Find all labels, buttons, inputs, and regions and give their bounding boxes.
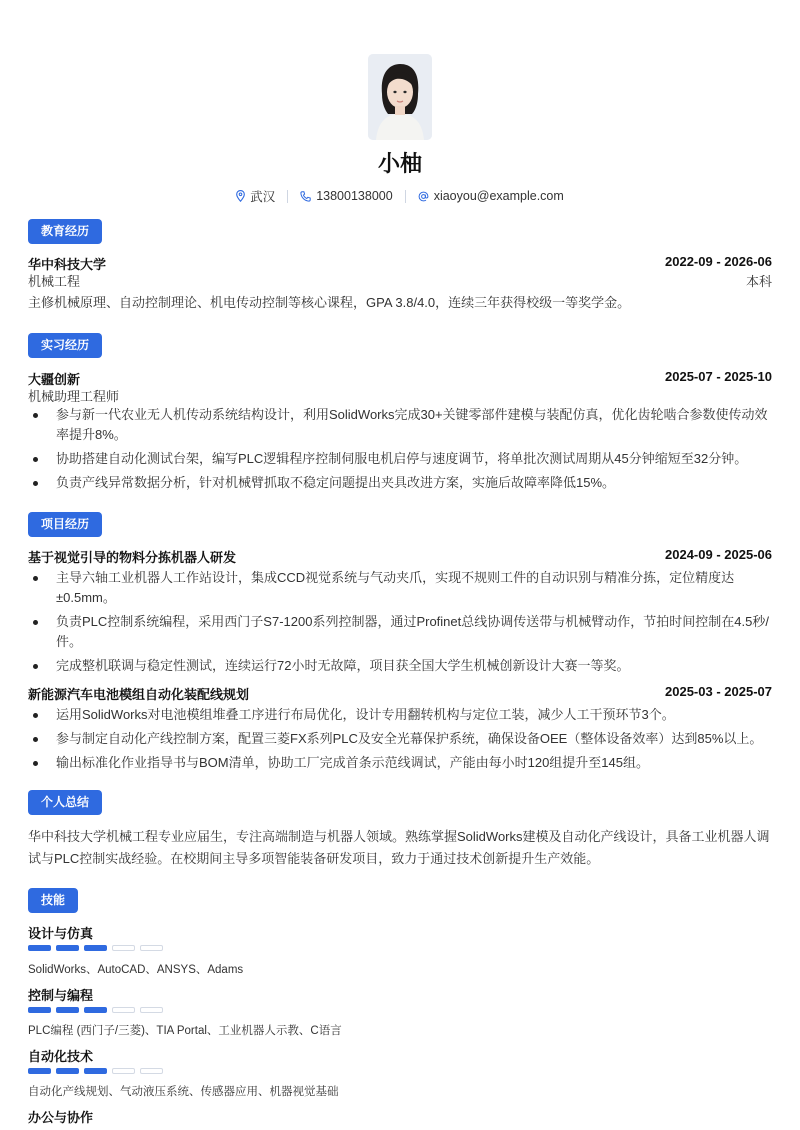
skill-level-segment bbox=[140, 945, 163, 951]
skill-description: PLC编程 (西门子/三菱)、TIA Portal、工业机器人示教、C语言 bbox=[28, 1025, 342, 1037]
candidate-name: 小柚 bbox=[377, 151, 422, 176]
contact-phone bbox=[288, 189, 404, 203]
skill-level-segment bbox=[140, 1068, 163, 1074]
list-item: 运用SolidWorks对电池模组堆叠工序进行布局优化，设计专用翻转机构与定位工装，减少人工干预环节3个。 bbox=[28, 705, 772, 725]
project-title: 基于视觉引导的物料分拣机器人研发 bbox=[28, 550, 237, 565]
email-text[interactable]: xiaoyou@example.com bbox=[433, 189, 564, 203]
project-bullets bbox=[28, 705, 772, 777]
list-item: 负责产线异常数据分析，针对机械臂抓取不稳定问题提出夹具改进方案，实施后故障率降低15%。 bbox=[28, 473, 772, 493]
summary-text: 华中科技大学机械工程专业应届生，专注高端制造与机器人领域。熟练掌握SolidWorks建模及自动化产线设计，具备工业机器人调试与PLC控制实战经验。在校期间主导多项智能装备研发项目，致力于通过技术创新提升生产效能。 bbox=[28, 829, 770, 866]
degree: 本科 bbox=[745, 274, 772, 289]
list-item: 负责PLC控制系统编程，采用西门子S7-1200系列控制器，通过Profinet总线协调传送带与机械臂动作，节拍时间控制在4.5秒/件。 bbox=[28, 612, 772, 652]
skill-level-bar bbox=[28, 945, 168, 951]
project-bullets bbox=[28, 568, 772, 680]
location-pin-icon bbox=[236, 190, 245, 202]
skill-level-segment bbox=[28, 1007, 51, 1013]
section-badge-skills: 技能 bbox=[28, 888, 78, 913]
skill-level-segment bbox=[112, 1007, 135, 1013]
skill-level-segment bbox=[84, 945, 107, 951]
project-date: 2025-03 - 2025-07 bbox=[665, 684, 772, 699]
location-text: 武汉 bbox=[250, 190, 276, 204]
resume-header bbox=[0, 54, 800, 205]
internship-bullets bbox=[28, 405, 772, 497]
project-row bbox=[28, 547, 772, 566]
section-badge-internship: 实习经历 bbox=[28, 333, 102, 358]
school-name: 华中科技大学 bbox=[28, 257, 107, 272]
internship-subrow bbox=[28, 386, 772, 405]
list-item: 完成整机联调与稳定性测试，连续运行72小时无故障，项目获全国大学生机械创新设计大赛一等奖。 bbox=[28, 656, 772, 676]
contact-info bbox=[0, 187, 800, 205]
section-badge-projects: 项目经历 bbox=[28, 512, 102, 537]
major: 机械工程 bbox=[28, 274, 81, 289]
at-sign-icon bbox=[418, 191, 429, 202]
skill-name: 自动化技术 bbox=[28, 1049, 94, 1064]
project-row bbox=[28, 684, 772, 703]
skill-level-segment bbox=[56, 1068, 79, 1074]
education-subrow bbox=[28, 271, 772, 290]
skill-level-segment bbox=[28, 945, 51, 951]
list-item: 协助搭建自动化测试台架，编写PLC逻辑程序控制伺服电机启停与速度调节，将单批次测试周期从45分钟缩短至32分钟。 bbox=[28, 449, 772, 469]
skill-name: 设计与仿真 bbox=[28, 926, 94, 941]
project-title: 新能源汽车电池模组自动化装配线规划 bbox=[28, 687, 250, 702]
skill-level-segment bbox=[112, 945, 135, 951]
skill-name: 办公与协作 bbox=[28, 1110, 94, 1125]
list-item: 参与制定自动化产线控制方案，配置三菱FX系列PLC及安全光幕保护系统，确保设备OEE（整体设备效率）达到85%以上。 bbox=[28, 729, 772, 749]
list-item: 参与新一代农业无人机传动系统结构设计，利用SolidWorks完成30+关键零部件建模与装配仿真，优化齿轮啮合参数使传动效率提升8%。 bbox=[28, 405, 772, 445]
internship-date: 2025-07 - 2025-10 bbox=[665, 369, 772, 384]
contact-email[interactable] bbox=[406, 189, 576, 203]
skill-name: 控制与编程 bbox=[28, 988, 94, 1003]
contact-location bbox=[224, 187, 287, 205]
education-date: 2022-09 - 2026-06 bbox=[665, 254, 772, 269]
company-name: 大疆创新 bbox=[28, 372, 81, 387]
skill-level-bar bbox=[28, 1007, 168, 1013]
skill-level-segment bbox=[140, 1007, 163, 1013]
skill-description: SolidWorks、AutoCAD、ANSYS、Adams bbox=[28, 964, 244, 976]
skill-level-segment bbox=[112, 1068, 135, 1074]
job-role: 机械助理工程师 bbox=[28, 389, 120, 404]
skill-level-bar bbox=[28, 1068, 168, 1074]
section-badge-summary: 个人总结 bbox=[28, 790, 102, 815]
list-item: 主导六轴工业机器人工作站设计，集成CCD视觉系统与气动夹爪，实现不规则工件的自动识别与精准分拣，定位精度达±0.5mm。 bbox=[28, 568, 772, 608]
phone-text: 13800138000 bbox=[316, 189, 393, 203]
section-badge-education: 教育经历 bbox=[28, 219, 102, 244]
list-item: 输出标准化作业指导书与BOM清单，协助工厂完成首条示范线调试，产能由每小时120组提升至145组。 bbox=[28, 753, 772, 773]
education-description: 主修机械原理、自动控制理论、机电传动控制等核心课程，GPA 3.8/4.0，连续三年获得校级一等奖学金。 bbox=[28, 295, 631, 310]
skill-level-segment bbox=[56, 1007, 79, 1013]
skill-description: 自动化产线规划、气动液压系统、传感器应用、机器视觉基础 bbox=[28, 1086, 339, 1098]
profile-photo bbox=[368, 54, 432, 140]
skill-level-segment bbox=[84, 1007, 107, 1013]
project-date: 2024-09 - 2025-06 bbox=[665, 547, 772, 562]
skill-level-segment bbox=[84, 1068, 107, 1074]
phone-icon bbox=[300, 191, 311, 202]
skill-level-segment bbox=[28, 1068, 51, 1074]
skill-level-segment bbox=[56, 945, 79, 951]
